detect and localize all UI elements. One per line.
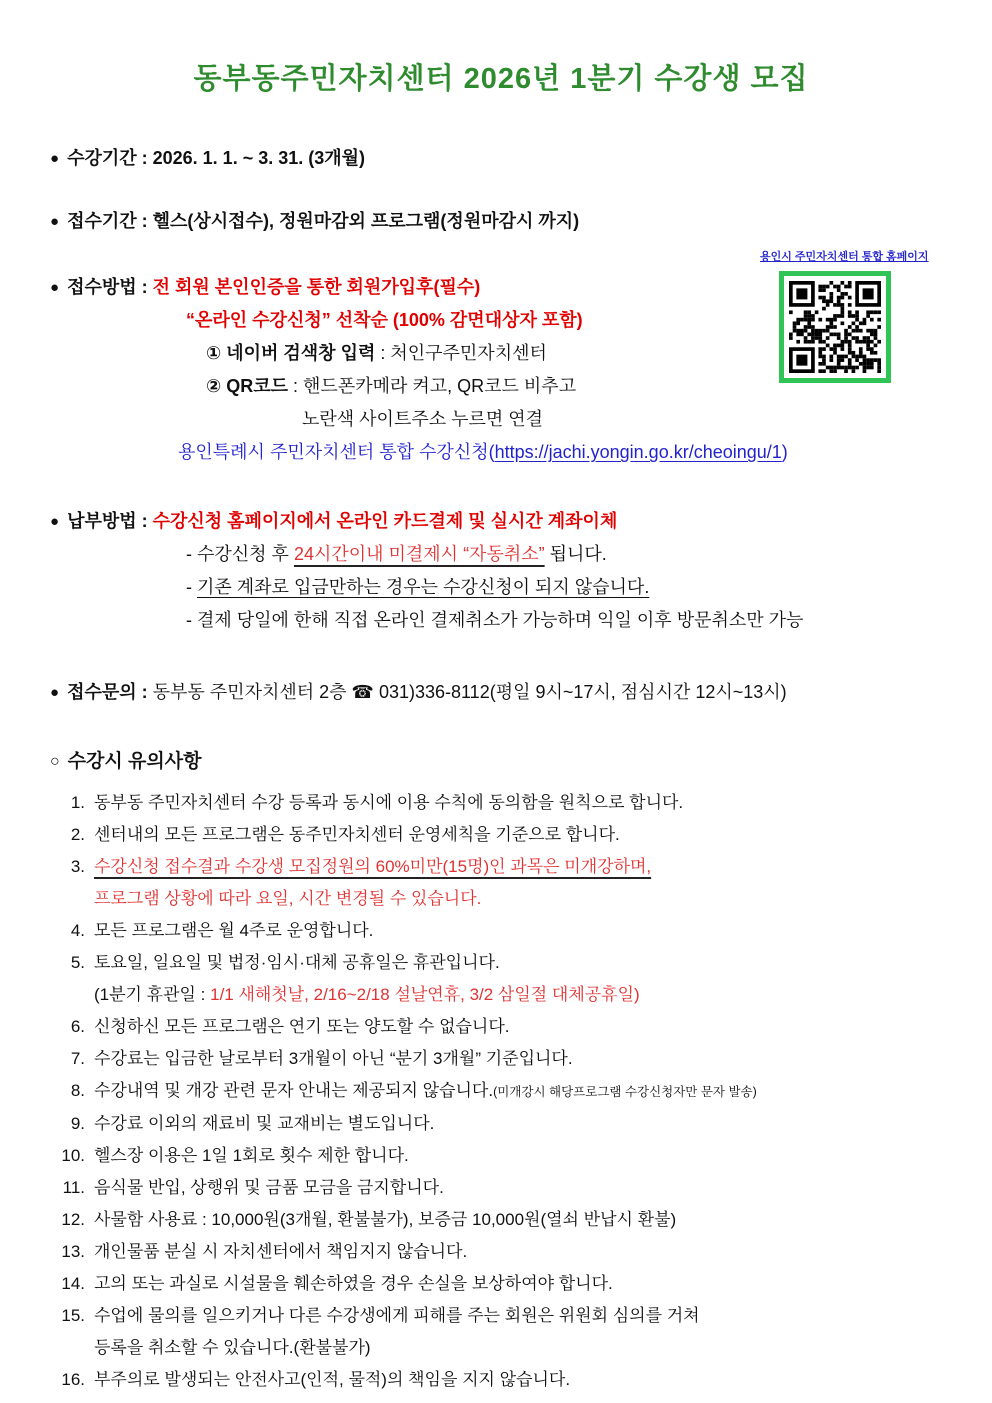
method-red-line1: 전 회원 본인인증을 통한 회원가입후(필수) [152,277,481,297]
note-text: 수업에 물의를 일으키거나 다른 수강생에게 피해를 주는 회원은 위원회 심의를 거쳐 등록을 취소할 수 있습니다.(환불불가) [94,1306,700,1357]
note-number: 4. [70,921,85,940]
note-text: 음식물 반입, 상행위 및 금품 모금을 금지합니다. [94,1178,444,1197]
payment-note1-highlight: 24시간이내 미결제시 “자동취소” [293,544,545,564]
note-item [50,1043,952,1075]
course-period-value: 2026. 1. 1. ~ 3. 31. (3개월) [152,148,366,168]
notes-list [50,787,952,1396]
note-number: 7. [70,1049,85,1068]
note-number: 5. [70,953,85,972]
method-step1-text: : 처인구주민자치센터 [375,343,547,363]
payment-note1-prefix: - 수강신청 후 [186,544,294,564]
inquiry-value: 동부동 주민자치센터 2층 ☎ 031)336-8112(평일 9시~17시, 점심시간 12시~13시) [152,682,787,702]
note-text: 수강신청 접수결과 수강생 모집정원의 60%미만(15명)인 과목은 미개강하며, 프로그램 상황에 따라 요일, 시간 변경될 수 있습니다. [94,857,652,908]
note-text: 동부동 주민자치센터 수강 등록과 동시에 이용 수칙에 동의함을 원칙으로 합니다. [94,793,684,812]
note-item [50,915,952,947]
payment-red-title: 수강신청 홈페이지에서 온라인 카드결제 및 실시간 계좌이체 [152,511,618,531]
note-text: 사물함 사용료 : 10,000원(3개월, 환불불가), 보증금 10,000원(열쇠 반납시 환불) [94,1210,677,1229]
payment-label: 납부방법 [67,511,137,531]
note-text: 수강료는 입금한 날로부터 3개월이 아닌 “분기 3개월” 기준입니다. [94,1049,573,1068]
qr-block [757,247,929,383]
note-number: 9. [70,1114,85,1133]
note-item [50,1236,952,1268]
payment-note2-dash: - [186,577,197,597]
payment-note2-text: 기존 계좌로 입금만하는 경우는 수강신청이 되지 않습니다. [197,577,650,597]
separator: : [136,211,153,231]
note-number: 14. [61,1274,85,1293]
note-text: 센터내의 모든 프로그램은 동주민자치센터 운영세칙을 기준으로 합니다. [94,825,620,844]
section-inquiry [50,679,952,706]
bullet-icon: ● [50,150,60,167]
payment-note1-suffix: 됩니다. [544,544,607,564]
portal-link-url[interactable]: https://jachi.yongin.go.kr/cheoingu/1 [494,442,782,462]
payment-note3-text: - 결제 당일에 한해 직접 온라인 결제취소가 가능하며 익일 이후 방문취소만 가능 [186,610,804,630]
hollow-bullet-icon: ○ [50,753,60,770]
method-red-line2: “온라인 수강신청” 선착순 (100% 감면대상자 포함) [186,310,583,330]
separator: : [136,511,153,531]
method-step2-title: ② QR코드 [206,376,289,396]
notes-heading [50,746,952,773]
note-item [50,1075,952,1108]
note-number: 6. [70,1017,85,1036]
note-text: 토요일, 일요일 및 법정·임시·대체 공휴일은 휴관입니다. (1분기 휴관일 : 1/1 새해첫날, 2/16~2/18 설날연휴, 3/2 삼일절 대체공휴일) [94,953,640,1004]
note-item [50,1011,952,1043]
note-number: 2. [70,825,85,844]
note-text: 고의 또는 과실로 시설물을 훼손하였을 경우 손실을 보상하여야 합니다. [94,1274,613,1293]
note-number: 8. [70,1081,85,1100]
bullet-icon: ● [50,279,60,296]
note-item [50,1204,952,1236]
method-step1-title: ① 네이버 검색창 입력 [206,343,376,363]
separator: : [136,148,153,168]
note-text: 수강료 이외의 재료비 및 교재비는 별도입니다. [94,1114,435,1133]
method-label: 접수방법 [67,277,137,297]
note-number: 16. [61,1370,85,1389]
note-item [50,1268,952,1300]
reception-period-value: 헬스(상시접수), 정원마감외 프로그램(정원마감시 까지) [152,211,580,231]
portal-link-prefix: 용인특례시 주민자치센터 통합 수강신청( [178,442,495,462]
inquiry-label: 접수문의 [67,682,137,702]
page-title: 동부동주민자치센터 2026년 1분기 수강생 모집 [193,63,809,95]
note-number: 3. [70,857,85,876]
qr-code-frame [779,271,891,383]
notes-heading-text: 수강시 유의사항 [67,751,202,772]
note-text: 부주의로 발생되는 안전사고(인적, 물적)의 책임을 지지 않습니다. [94,1370,571,1389]
section-reception-period [50,208,952,235]
note-item [50,851,952,915]
course-period-label: 수강기간 [67,148,137,168]
method-step2-text: : 핸드폰카메라 켜고, QR코드 비추고 [288,376,577,396]
qr-caption-link[interactable]: 용인시 주민자치센터 통합 홈페이지 [760,251,929,263]
note-item [50,1300,952,1364]
note-item [50,1140,952,1172]
note-item [50,819,952,851]
section-course-period [50,145,952,172]
separator: : [136,277,153,297]
bullet-icon: ● [50,213,60,230]
note-number: 10. [61,1146,85,1165]
note-item [50,1364,952,1396]
note-number: 11. [62,1178,85,1197]
note-text: 모든 프로그램은 월 4주로 운영합니다. [94,921,374,940]
note-item [50,947,952,1011]
note-number: 15. [61,1306,85,1325]
reception-period-label: 접수기간 [67,211,137,231]
bullet-icon: ● [50,684,60,701]
note-text: 신청하신 모든 프로그램은 연기 또는 양도할 수 없습니다. [94,1017,510,1036]
portal-link-suffix: ) [781,442,788,462]
method-step2-continued: 노란색 사이트주소 누르면 연결 [302,409,544,429]
separator: : [136,682,153,702]
bullet-icon: ● [50,513,60,530]
note-text: 헬스장 이용은 1일 1회로 횟수 제한 합니다. [94,1146,409,1165]
note-text: 수강내역 및 개강 관련 문자 안내는 제공되지 않습니다.(미개강시 해당프로그램 수강신청자만 문자 발송) [94,1081,757,1100]
note-number: 13. [61,1242,85,1261]
section-payment-method [50,505,952,637]
note-text: 개인물품 분실 시 자치센터에서 책임지지 않습니다. [94,1242,468,1261]
note-item [50,787,952,819]
note-number: 12. [61,1210,85,1229]
note-item [50,1108,952,1140]
note-item [50,1172,952,1204]
note-number: 1. [70,793,85,812]
qr-code-image [789,281,881,373]
